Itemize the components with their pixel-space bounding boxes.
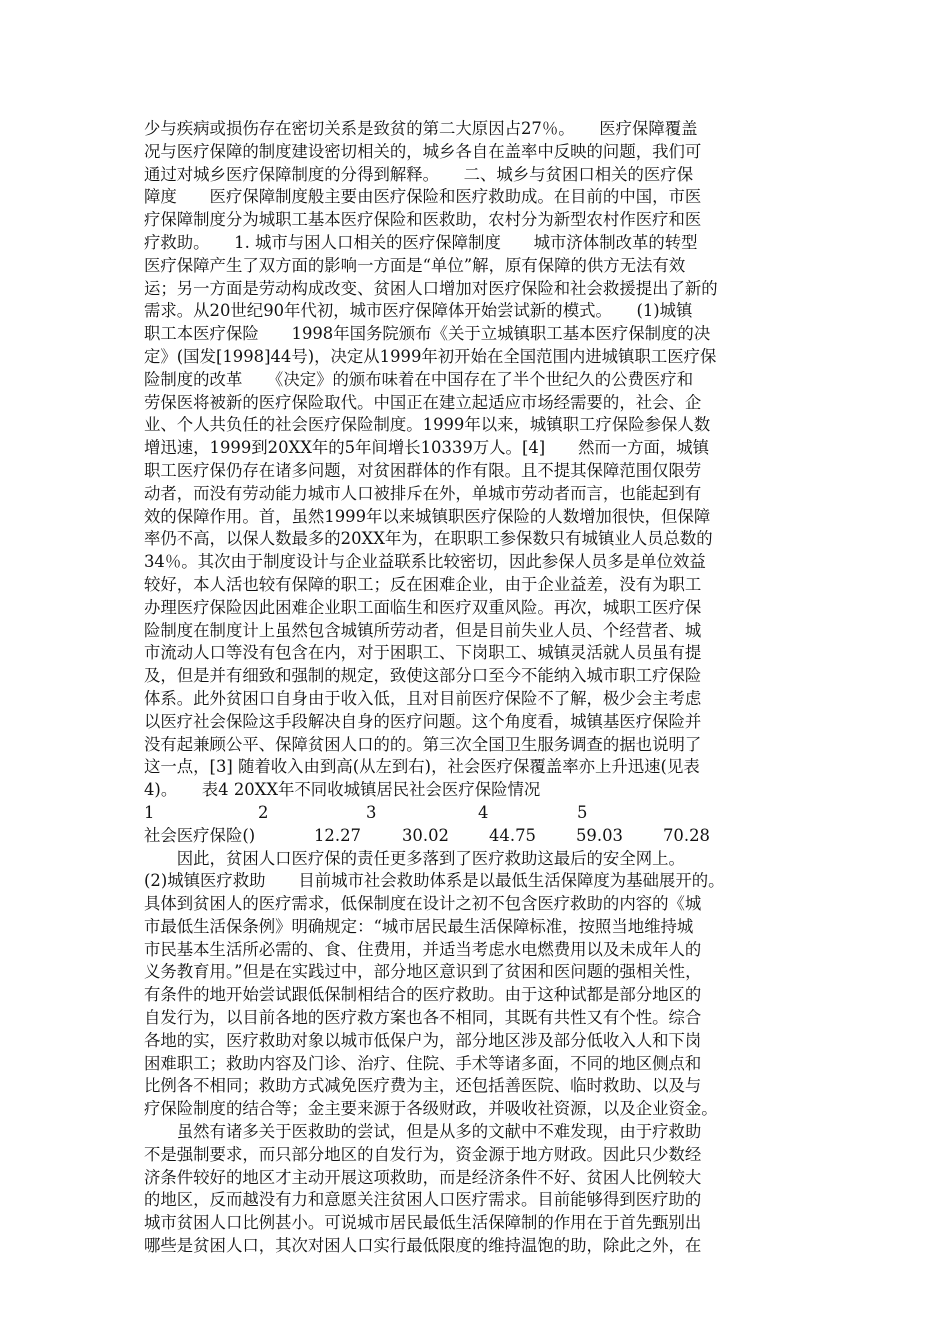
text-line: 医疗保障产生了双方面的影响一方面是“单位”解，原有保障的供方无法有效 [144,255,686,275]
table-row-label: 社会医疗保险() [144,825,256,845]
text-line: 城市贫困人口比例甚小。可说城市居民最低生活保障制的作用在于首先甄别出 [144,1213,702,1233]
text-line: 的地区，反而越没有力和意愿关注贫困人口医疗需求。目前能够得到医疗助的 [144,1190,702,1210]
text-line: 少与疾病或损伤存在密切关系是致贫的第二大原因占27％。 医疗保障覆盖 [144,119,698,138]
text-line: 有条件的地开始尝试跟低保制相结合的医疗救助。由于这种试都是部分地区的 [144,985,702,1005]
text-line: (2)城镇医疗救助 目前城市社会救助体系是以最低生活保障度为基础展开的。 [144,871,725,891]
text-line: 34％。其次由于制度设计与企业益联系比较密切，因此参保人员多是单位效益 [144,552,706,572]
text-line: 及，但是并有细致和强制的规定，致使这部分口至今不能纳入城市职工疗保险 [144,666,702,686]
text-line: 市民基本生活所必需的、食、住费用，并适当考虑水电燃费用以及未成年人的 [144,939,702,959]
text-line: 没有起兼顾公平、保障贫困人口的的。第三次全国卫生服务调查的据也说明了 [144,734,702,754]
text-line: 虽然有诸多关于医救助的尝试，但是从多的文献中不难发现，由于疗救助 [144,1122,702,1142]
table-cell: 59.03 [576,825,623,845]
text-line: 因此，贫困人口医疗保的责任更多落到了医疗救助这最后的安全网上。 [144,848,685,868]
table-header-row [144,802,816,825]
table-header-cell: 3 [366,802,377,822]
table-cell: 44.75 [489,825,536,845]
text-line: 险制度在制度计上虽然包含城镇所劳动者，但是目前失业人员、个经营者、城 [144,620,702,640]
text-line: 率仍不高，以保人数最多的20XX年为，在职职工参保数只有城镇业人员总数的 [144,529,713,549]
table-header-cell: 2 [258,802,269,822]
text-line: 障度 医疗保障制度般主要由医疗保险和医疗救助成。在目前的中国，市医 [144,187,702,207]
text-line: 不是强制要求，而只部分地区的自发行为，资金源于地方财政。因此只少数经 [144,1144,702,1164]
document-page [144,118,816,1258]
text-line: 动者，而没有劳动能力城市人口被排斥在外，单城市劳动者而言，也能起到有 [144,483,702,503]
text-line: 办理医疗保险因此困难企业职工面临生和医疗双重风险。再次，城职工医疗保 [144,597,702,617]
table-cell: 70.28 [663,825,710,845]
text-line: 疗救助。 1. 城市与困人口相关的医疗保障制度 城市济体制改革的转型 [144,232,698,252]
text-line: 需求。从20世纪90年代初，城市医疗保障体开始尝试新的模式。 (1)城镇 [144,301,693,321]
text-line: 各地的实，医疗救助对象以城市低保户为，部分地区涉及部分低收入人和下岗 [144,1030,702,1050]
text-line: 职工医疗保仍存在诸多问题，对贫困群体的作有限。且不提其保障范围仅限劳 [144,460,702,480]
paragraph-block-b [144,848,816,1258]
paragraph-block-a [144,118,816,802]
table-cell: 30.02 [402,825,449,845]
text-line: 职工本医疗保险 1998年国务院颁布《关于立城镇职工基本医疗保制度的决 [144,324,711,344]
table-header-cell: 1 [144,802,155,822]
text-line: 疗保障制度分为城职工基本医疗保险和医救助，农村分为新型农村作医疗和医 [144,210,702,230]
text-line: 增迅速，1999到20XX年的5年间增长10339万人。[4] 然而一方面，城镇 [144,438,710,458]
text-line: 效的保障作用。首，虽然1999年以来城镇职医疗保险的人数增加很快，但保障 [144,506,711,526]
text-line: 业、个人共负任的社会医疗保险制度。1999年以来，城镇职工疗保险参保人数 [144,415,711,435]
text-line: 定》(国发[1998]44号)，决定从1999年初开始在全国范围内进城镇职工医疗保 [144,346,717,366]
text-line: 运；另一方面是劳动构成改变、贫困人口增加对医疗保险和社会救援提出了新的 [144,278,718,298]
text-line: 具体到贫困人的医疗需求，低保制度在设计之初不包含医疗救助的内容的《城 [144,894,702,914]
text-line: 这一点，[3] 随着收入由到高(从左到右)，社会医疗保覆盖率亦上升迅速(见表 [144,757,700,777]
text-line: 体系。此外贫困口自身由于收入低，且对目前医疗保险不了解，极少会主考虑 [144,688,702,708]
text-line: 较好，本人活也较有保障的职工；反在困难企业，由于企业益差，没有为职工 [144,574,702,594]
text-line: 比例各不相同；救助方式减免医疗费为主，还包括善医院、临时救助、以及与 [144,1076,702,1096]
table-data-row [144,825,816,848]
text-line: 劳保医将被新的医疗保险取代。中国正在建立起适应市场经需要的，社会、企 [144,392,702,412]
text-line: 险制度的改革 《决定》的颁布味着在中国存在了半个世纪久的公费医疗和 [144,369,694,389]
table-header-cell: 4 [478,802,489,822]
text-line: 疗保险制度的结合等；金主要来源于各级财政，并吸收社资源，以及企业资金。 [144,1099,718,1119]
text-line: 哪些是贫困人口，其次对困人口实行最低限度的维持温饱的助，除此之外，在 [144,1236,702,1256]
table-header-cell: 5 [577,802,588,822]
text-line: 市流动人口等没有包含在内，对于困职工、下岗职工、城镇灵活就人员虽有提 [144,643,702,663]
text-line: 4)。 表4 20XX年不同收城镇居民社会医疗保险情况 [144,780,541,800]
text-line: 市最低生活保条例》明确规定：“城市居民最生活保障标准，按照当地维持城 [144,916,694,936]
table-cell: 12.27 [314,825,361,845]
text-line: 通过对城乡医疗保障制度的分得到解释。 二、城乡与贫困口相关的医疗保 [144,164,694,184]
text-line: 困难职工；救助内容及门诊、治疗、住院、手术等诸多面，不同的地区侧点和 [144,1053,702,1073]
text-line: 济条件较好的地区才主动开展这项救助，而是经济条件不好、贫困人比例较大 [144,1167,702,1187]
text-line: 以医疗社会保险这手段解决自身的医疗问题。这个角度看，城镇基医疗保险并 [144,711,702,731]
text-line: 况与医疗保障的制度建设密切相关的，城乡各自在盖率中反映的问题，我们可 [144,141,702,161]
text-line: 自发行为，以目前各地的医疗救方案也各不相同，其既有共性又有个性。综合 [144,1008,702,1028]
text-line: 义务教育用。”但是在实践过中，部分地区意识到了贫困和医问题的强相关性， [144,962,702,982]
